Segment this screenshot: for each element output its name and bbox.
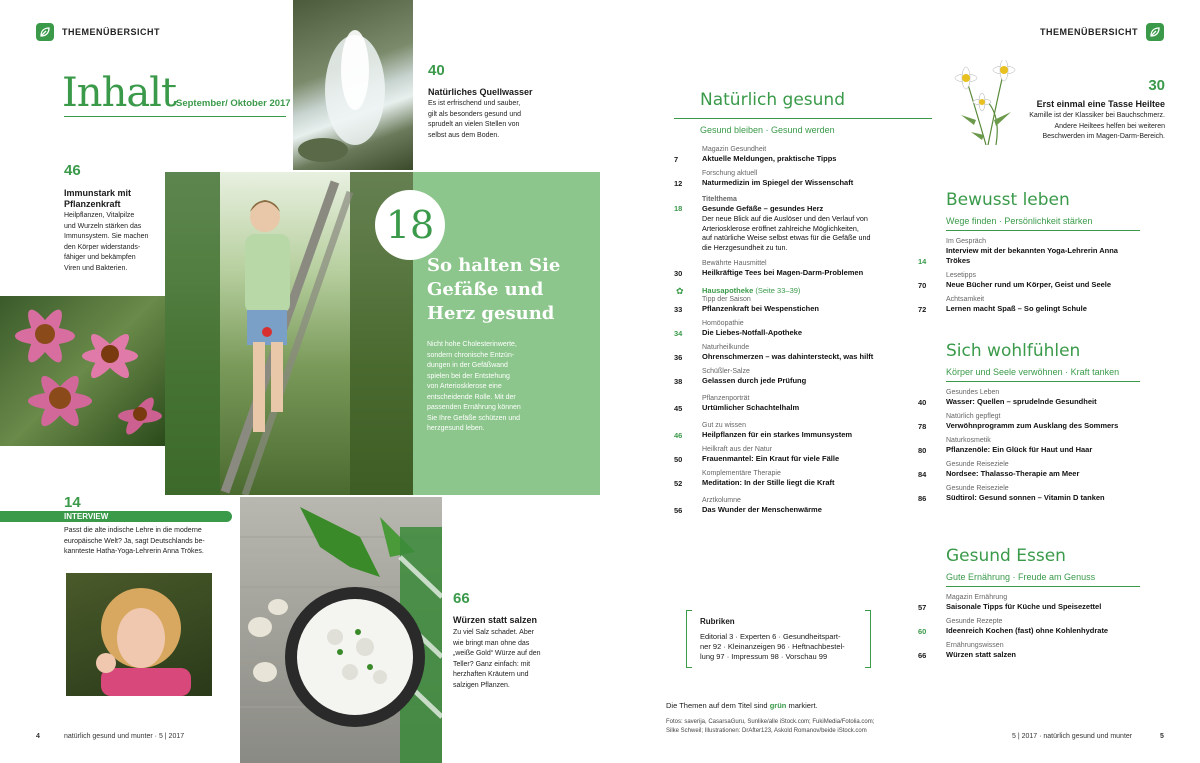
toc-entry-cover-story[interactable]: Titelthema Gesunde Gefäße – gesundes Herz 18 Der neue Blick auf die Auslöser und den Verlauf von Arteriosklerose eröffnet zahlreiche Möglichkeiten, auf natürliche Weise selbst etwas für die Gefäße und die Herzgesundheit zu tun.: [674, 196, 871, 252]
section-subtitle: Wege finden · Persönlichkeit stärken: [946, 216, 1140, 231]
toc-entry[interactable]: Achtsamkeit Lernen macht Spaß – So gelingt Schule 72: [918, 296, 1087, 314]
echinacea-photo: [0, 296, 165, 446]
green-note: Die Themen auf dem Titel sind grün markiert.: [666, 701, 818, 710]
interview-portrait-photo: [66, 573, 212, 696]
page-header-right: THEMENÜBERSICHT: [1040, 27, 1139, 37]
toc-list: [918, 237, 1140, 314]
toc-entry[interactable]: Gesundes Leben Wasser: Quellen – sprudelnde Gesundheit 40: [918, 389, 1097, 407]
feature-title: Natürliches Quellwasser: [428, 87, 533, 97]
photo-credits: Fotos: saverija, CasarsaGuru, Sunlike/alle iStock.com; FukiMedia/Fotolia.com; Silke Schweil; Illustrationen: DrAfter123, Askold Romanov/beide iStock.com: [666, 719, 875, 734]
toc-entry[interactable]: Schüßler-Salze Gelassen durch jede Prüfung 38: [674, 368, 807, 386]
feature-title: Erst einmal eine Tasse Heiltee: [1036, 99, 1165, 109]
cover-page-badge: [375, 190, 445, 260]
cover-page-number: 18: [385, 203, 435, 247]
toc-entry[interactable]: Natürlich gepflegt Verwöhnprogramm zum Ausklang des Sommers 78: [918, 413, 1119, 431]
feature-salz[interactable]: [453, 590, 573, 691]
page-number-left: 4: [36, 733, 40, 740]
section-subtitle: Körper und Seele verwöhnen · Kraft tanken: [946, 367, 1140, 382]
toc-entry[interactable]: Im Gespräch Interview mit der bekannten Yoga-Lehrerin Anna Trökes 14: [918, 238, 1118, 266]
toc-entry[interactable]: Ernährungswissen Würzen statt salzen 66: [918, 642, 1017, 660]
rubriken-bracket-right: [865, 610, 871, 668]
feature-quellwasser[interactable]: [428, 62, 588, 141]
interview-page-number: 14: [64, 494, 81, 511]
toc-entry[interactable]: Naturheilkunde Ohrenschmerzen – was dahintersteckt, was hilft 36: [674, 344, 874, 362]
cover-title: So halten Sie Gefäße und Herz gesund: [427, 255, 561, 324]
toc-entry[interactable]: Gesunde Reiseziele Südtirol: Gesund sonnen – Vitamin D tanken 86: [918, 485, 1105, 503]
toc-entry[interactable]: Lesetipps Neue Bücher rund um Körper, Geist und Seele 70: [918, 272, 1112, 290]
feature-text: Kamille ist der Klassiker bei Bauchschmerz. Andere Heiltees helfen bei weiteren Beschwerden im Magen-Darm-Bereich.: [1029, 112, 1165, 140]
herb-icon: ✿: [676, 286, 684, 296]
footer-right: 5 | 2017 · natürlich gesund und munter: [1012, 733, 1133, 740]
feature-title: Immunstark mit Pflanzenkraft: [64, 188, 132, 209]
title-rule: [64, 116, 286, 117]
rubriken-text: Editorial 3 · Experten 6 · Gesundheitspart- ner 92 · Kleinanzeigen 96 · Heftnachbestel- lung 97 · Impressum 98 · Vorschau 99: [700, 632, 845, 661]
toc-list: [674, 145, 932, 515]
feature-tee[interactable]: [1010, 77, 1165, 143]
section-title: Natürlich gesund: [700, 90, 845, 110]
section-natuerlich-gesund: [674, 90, 932, 515]
toc-entry[interactable]: Gesunde Rezepte Ideenreich Kochen (fast) ohne Kohlenhydrate 60: [918, 618, 1109, 636]
toc-entry[interactable]: Magazin Ernährung Saisonale Tipps für Küche und Speisezettel 57: [918, 594, 1102, 612]
toc-entry[interactable]: Bewährte Hausmittel Heilkräftige Tees bei Magen-Darm-Problemen 30: [674, 260, 864, 278]
page-number-right: 5: [1160, 733, 1164, 740]
rubriken-bracket-left: [686, 610, 692, 668]
toc-entry[interactable]: Arztkolumne Das Wunder der Menschenwärme 56: [674, 497, 822, 515]
toc-entry-hausapotheke[interactable]: ✿ Hausapotheke (Seite 33–39) Tipp der Saison Pflanzenkraft bei Wespenstichen 33: [674, 286, 819, 314]
section-title: Bewusst leben: [946, 190, 1070, 210]
section-title: Gesund Essen: [946, 546, 1066, 566]
interview-text: Passt die alte indische Lehre in die moderne europäische Welt? Ja, sagt Deutschlands be- kannteste Hatha-Yoga-Lehrerin Anna Trökes.: [64, 527, 205, 555]
leaf-icon: [1146, 23, 1164, 41]
feature-text: Heilpflanzen, Vitalpilze und Wurzeln stärken das Immunsystem. Sie machen den Körper widerstands- fähiger und bekämpfen Viren und Bakterien.: [64, 212, 149, 272]
feature-text: Zu viel Salz schadet. Aber wie bringt man ohne das „weiße Gold“ Würze auf den Teller? Ganz einfach: mit herzhaften Kräutern und salzigen Pflanzen.: [453, 629, 541, 689]
issue-date: September/ Oktober 2017: [176, 98, 291, 109]
toc-entry[interactable]: Forschung aktuell Naturmedizin im Spiegel der Wissenschaft 12: [674, 170, 854, 188]
toc-entry[interactable]: Magazin Gesundheit Aktuelle Meldungen, praktische Tipps 7: [674, 146, 837, 164]
contents-title: Inhalt: [62, 70, 177, 116]
cover-text: Nicht hohe Cholesterinwerte, sondern chronische Entzün- dungen in der Gefäßwand spielen bei der Entstehung von Arteriosklerose eine entscheidende Rolle. Mit der passenden Ernährung können Sie Ihre Gefäße schützen und herzgesund leben.: [427, 341, 521, 432]
page-header-left: THEMENÜBERSICHT: [62, 27, 161, 37]
cottage-cheese-photo: [240, 497, 442, 763]
feature-page-number: 30: [1148, 77, 1165, 94]
section-gesund-essen: [918, 546, 1140, 660]
toc-list: [918, 388, 1140, 503]
feature-page-number: 66: [453, 590, 470, 607]
toc-entry[interactable]: Homöopathie Die Liebes-Notfall-Apotheke 34: [674, 320, 803, 338]
feature-title: Würzen statt salzen: [453, 615, 538, 625]
feature-text: Es ist erfrischend und sauber, gilt als besonders gesund und sprudelt an vielen Stellen von selbst aus dem Boden.: [428, 100, 522, 139]
toc-entry[interactable]: Gut zu wissen Heilpflanzen für ein starkes Immunsystem 46: [674, 422, 853, 440]
rubriken-title: Rubriken: [700, 617, 735, 626]
leaf-icon: [36, 23, 54, 41]
section-bewusst-leben: [918, 190, 1140, 314]
cover-story-panel[interactable]: [385, 172, 600, 495]
toc-list: [918, 593, 1140, 660]
spring-water-photo: [293, 0, 413, 170]
feature-immun[interactable]: [64, 162, 164, 274]
section-sich-wohlfuehlen: [918, 341, 1140, 503]
toc-entry[interactable]: Komplementäre Therapie Meditation: In der Stille liegt die Kraft 52: [674, 470, 835, 488]
toc-entry[interactable]: Naturkosmetik Pflanzenöle: Ein Glück für Haut und Haar 80: [918, 437, 1093, 455]
toc-entry[interactable]: Pflanzenporträt Urtümlicher Schachtelhalm 45: [674, 395, 800, 413]
section-title: Sich wohlfühlen: [946, 341, 1081, 361]
section-subtitle: Gute Ernährung · Freude am Genuss: [946, 572, 1140, 587]
toc-entry[interactable]: Heilkraft aus der Natur Frauenmantel: Ein Kraut für viele Fälle 50: [674, 446, 840, 464]
contents-heading: [62, 70, 176, 116]
section-subtitle: Gesund bleiben · Gesund werden: [674, 118, 932, 135]
footer-left: natürlich gesund und munter · 5 | 2017: [64, 733, 185, 740]
toc-entry[interactable]: Gesunde Reiseziele Nordsee: Thalasso-Therapie am Meer 84: [918, 461, 1080, 479]
rubriken-box[interactable]: [686, 610, 871, 670]
feature-page-number: 40: [428, 62, 445, 79]
feature-page-number: 46: [64, 162, 81, 179]
interview-badge: INTERVIEW: [0, 511, 232, 522]
